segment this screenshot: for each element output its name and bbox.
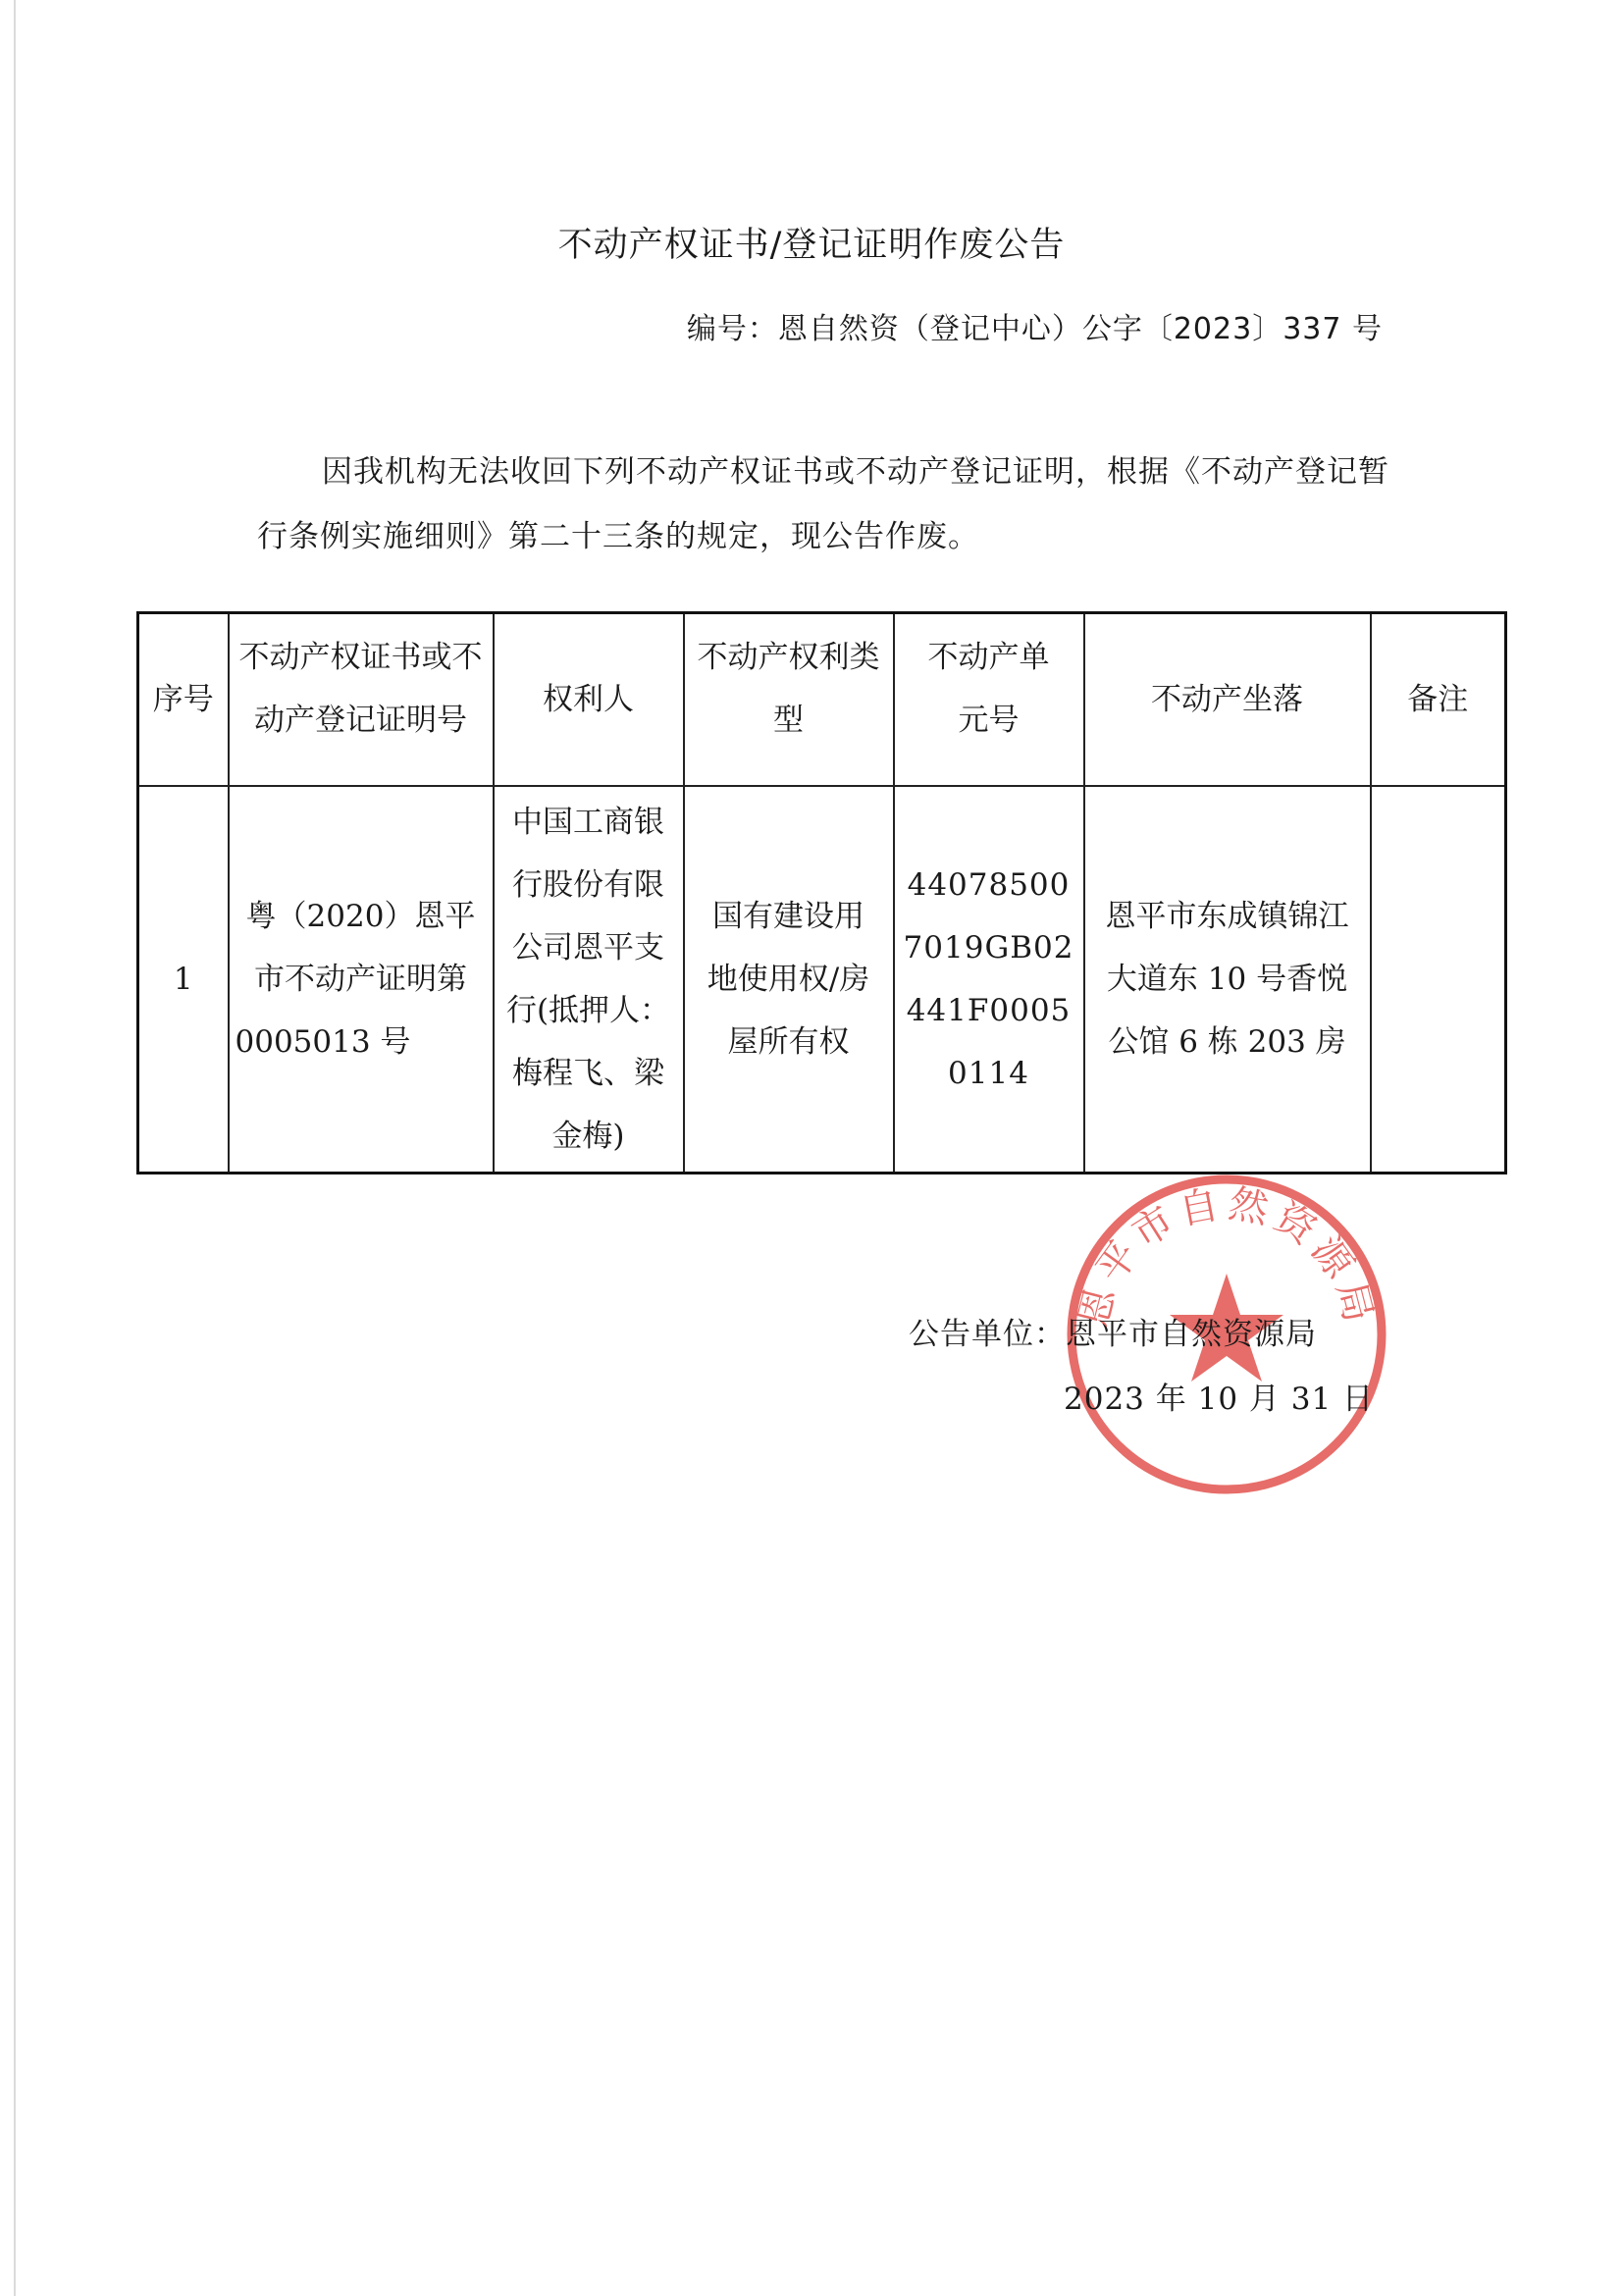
issue-date: 2023 年 10 月 31 日 bbox=[1064, 1382, 1375, 1417]
cell-right-type: 国有建设用地使用权/房屋所有权 bbox=[684, 786, 894, 1174]
header-location: 不动产坐落 bbox=[1084, 613, 1371, 786]
header-index: 序号 bbox=[138, 613, 229, 786]
document-number: 编号：恩自然资（登记中心）公字〔2023〕337 号 bbox=[686, 312, 1383, 346]
notice-table bbox=[136, 611, 1507, 1174]
header-remarks: 备注 bbox=[1371, 613, 1506, 786]
cell-cert-no: 粤（2020）恩平市不动产证明第0005013 号 bbox=[229, 786, 494, 1174]
table-row bbox=[138, 786, 1506, 1174]
page-title: 不动产权证书/登记证明作废公告 bbox=[557, 226, 1066, 265]
scan-edge bbox=[14, 0, 16, 2296]
seal-text: 恩平市自然资源局 bbox=[1071, 1180, 1383, 1332]
issuer: 公告单位：恩平市自然资源局 bbox=[909, 1317, 1317, 1352]
cell-index: 1 bbox=[138, 786, 229, 1174]
cell-holder: 中国工商银行股份有限公司恩平支行(抵押人：梅程飞、梁金梅) bbox=[494, 786, 684, 1174]
header-holder: 权利人 bbox=[494, 613, 684, 786]
cell-remarks bbox=[1371, 786, 1506, 1174]
header-cert-no: 不动产权证书或不动产登记证明号 bbox=[229, 613, 494, 786]
cell-unit-no: 440785007019GB02441F00050114 bbox=[894, 786, 1084, 1174]
header-unit-no: 不动产单元号 bbox=[894, 613, 1084, 786]
header-right-type: 不动产权利类型 bbox=[684, 613, 894, 786]
notice-body: 因我机构无法收回下列不动产权证书或不动产登记证明，根据《不动产登记暂行条例实施细则》第二十三条的规定，现公告作废。 bbox=[257, 454, 1389, 554]
cell-location: 恩平市东成镇锦江大道东 10 号香悦公馆 6 栋 203 房 bbox=[1084, 786, 1371, 1174]
table-header-row bbox=[138, 613, 1506, 786]
